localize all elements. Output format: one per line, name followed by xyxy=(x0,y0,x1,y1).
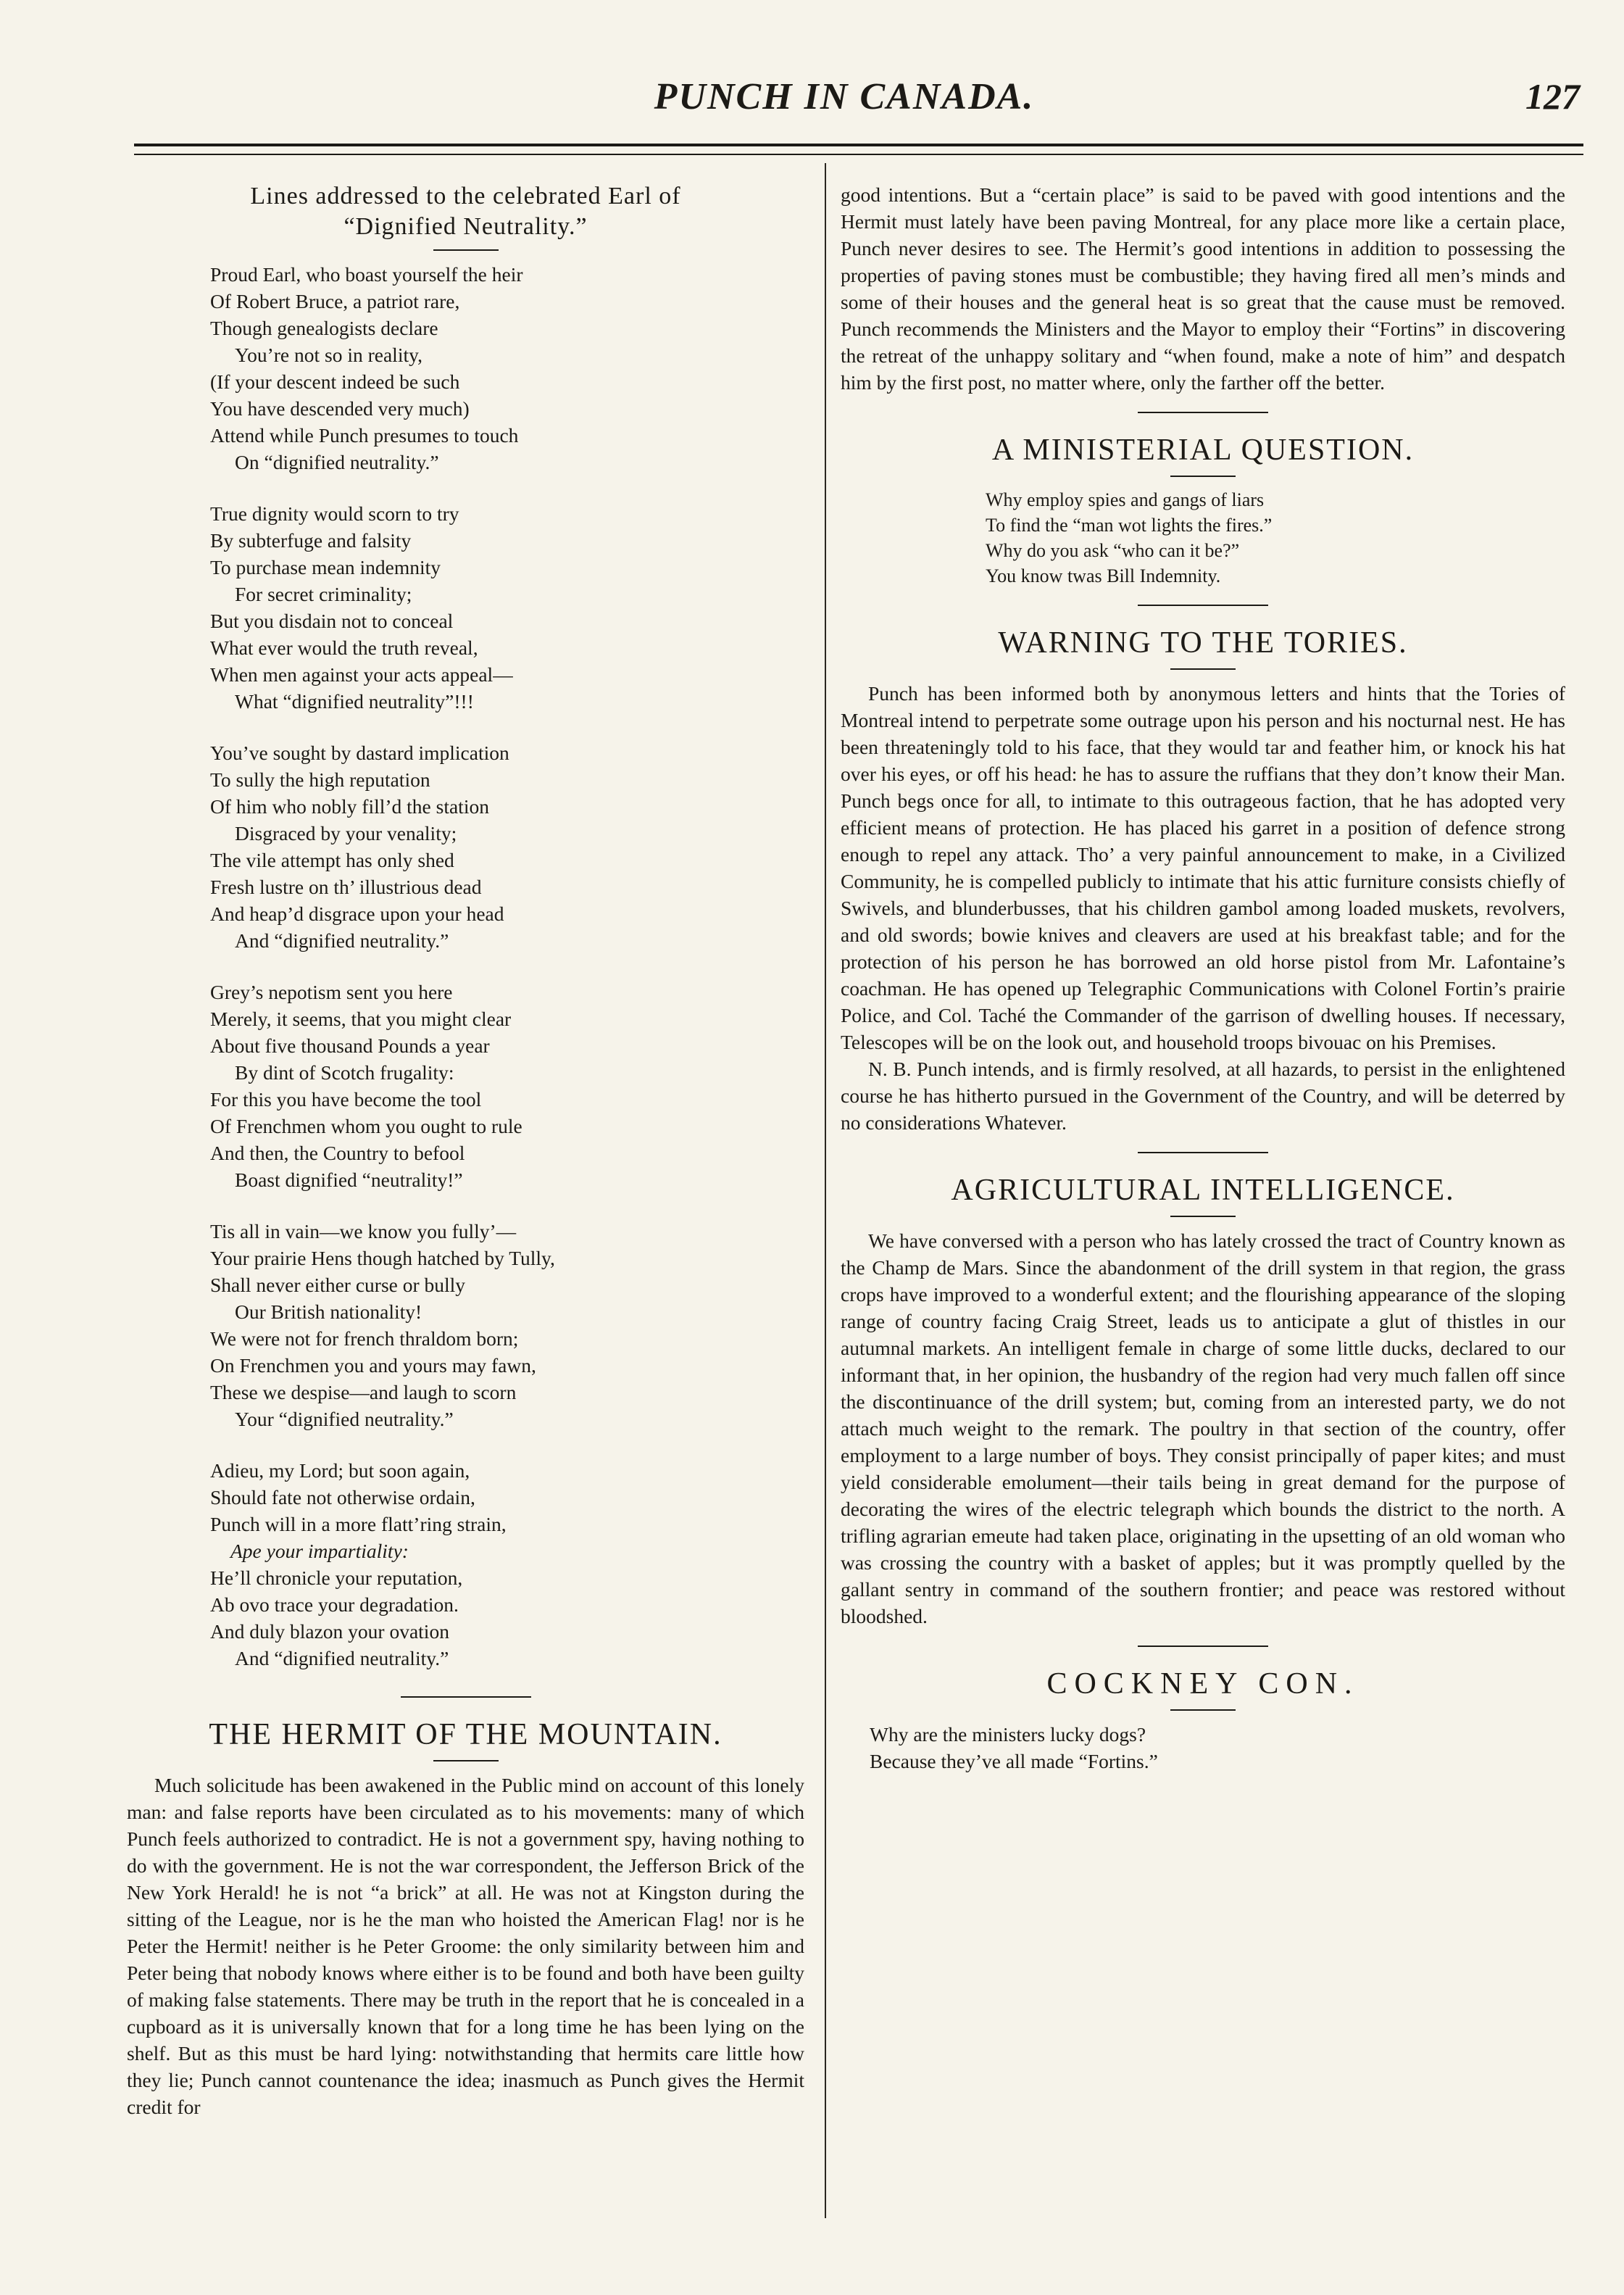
hermit-article xyxy=(127,1772,804,2120)
poem-stanza xyxy=(210,979,804,1193)
lines-heading xyxy=(127,181,804,242)
poem-line: Of Frenchmen whom you ought to rule xyxy=(210,1115,522,1137)
poem-line: Attend while Punch presumes to touch xyxy=(210,424,519,447)
poem-line: And duly blazon your ovation xyxy=(210,1620,449,1643)
hermit-continued xyxy=(841,181,1565,396)
heading-dash xyxy=(1170,476,1236,477)
verse-line: Why employ spies and gangs of liars xyxy=(986,489,1265,510)
left-column xyxy=(127,181,804,2120)
agricultural-article xyxy=(841,1227,1565,1630)
warning-heading: WARNING TO THE TORIES. xyxy=(998,626,1408,660)
agricultural-heading: AGRICULTURAL INTELLIGENCE. xyxy=(951,1174,1455,1207)
poem-line: Your prairie Hens though hatched by Tully, xyxy=(210,1247,555,1269)
poem-line: About five thousand Pounds a year xyxy=(210,1034,490,1057)
poem-line: What “dignified neutrality”!!! xyxy=(235,690,474,713)
poem-line: He’ll chronicle your reputation, xyxy=(210,1566,463,1589)
poem-line: Shall never either curse or bully xyxy=(210,1274,466,1296)
warning-paragraph: Punch has been informed both by anonymous letters and hints that the Tories of Montreal intend to perpetrate some outrage upon his person and his nocturnal nest. He has been threateningly told to his face, that they would tar and feather him, or knock his hat over his eyes, or off his head: he has to assure the ruffians that they don’t know their Man. Punch begs once for all, to intimate to this outrageous faction, that he has adopted very efficient means of protection. He has placed his garret in a position of defence strong enough to repel any attack. Tho’ a very painful announcement to make, in a Civilized Community, he is compelled publicly to intimate that his attic furniture consists chiefly of Swivels, and blunderbusses, that his children gambol among loaded muskets, revolvers, and old swords; bowie knives and cleavers are used at his breakfast table; and for the protection of his person he has borrowed an old horse pistol from Mr. Lafontaine’s coachman. He has opened up Telegraphic Communications with Colonel Fortin’s prairie Police, and Col. Taché the Commander of the garrison of dwelling houses. If necessary, Telescopes will be on the look out, and household troops bivouac on his Premises. xyxy=(841,682,1565,1053)
poem-line: Of Robert Bruce, a patriot rare, xyxy=(210,290,460,312)
poem-line: You’re not so in reality, xyxy=(235,344,422,366)
poem-line: By subterfuge and falsity xyxy=(210,529,412,552)
poem-line: And “dignified neutrality.” xyxy=(235,1647,449,1669)
heading-dash xyxy=(433,249,499,251)
header-rule-thin xyxy=(134,154,1583,155)
poem-line: And “dignified neutrality.” xyxy=(235,929,449,952)
riddle-answer: Because they’ve all made “Fortins.” xyxy=(870,1750,1158,1772)
ministerial-verse xyxy=(986,487,1565,589)
poem-line: Punch will in a more flatt’ring strain, xyxy=(210,1513,507,1535)
section-rule xyxy=(1138,1645,1268,1647)
poem-line: When men against your acts appeal— xyxy=(210,663,513,686)
poem-line: Tis all in vain—we know you fully’— xyxy=(210,1220,517,1242)
poem-stanza xyxy=(210,1218,804,1432)
section-rule xyxy=(1138,605,1268,606)
poem-line: To purchase mean indemnity xyxy=(210,556,441,578)
heading-dash xyxy=(1170,1709,1236,1711)
verse-line: You know twas Bill Indemnity. xyxy=(986,565,1221,586)
riddle-question: Why are the ministers lucky dogs? xyxy=(870,1723,1146,1746)
poem-line: Your “dignified neutrality.” xyxy=(235,1408,454,1430)
poem-line: On Frenchmen you and yours may fawn, xyxy=(210,1354,536,1377)
agricultural-paragraph: We have conversed with a person who has lately crossed the tract of Country known as the Champ de Mars. Since the abandonment of the drill system in that region, the grass crops have improved to a wonderful extent; and the flourishing appearance of the sloping range of country facing Craig Street, leads us to anticipate a glut of thistles in our autumnal markets. An intelligent female in charge of some little ducks, declared to our informant that, in her opinion, the husbandry of the region had very much fallen off since the discontinuance of the drill system; but, coming from an interested party, we do not attach much weight to the remark. The poultry in that section of the country, offer employment to a large number of boys. They consist principally of paper kites; and must yield considerable emolument—their tails being in great demand for the purpose of decorating the wires of the electric telegraph which bounds the district to the north. A trifling agrarian emeute had taken place, originating in the upsetting of an old woman who was crossing the country with a basket of apples; but it was promptly quelled by the gallant sentry in command of the southern frontier; and peace was restored without bloodshed. xyxy=(841,1229,1565,1627)
poem-line: For this you have become the tool xyxy=(210,1088,482,1111)
poem-line: And then, the Country to befool xyxy=(210,1142,465,1164)
right-column xyxy=(841,181,1565,1775)
poem-line: Fresh lustre on th’ illustrious dead xyxy=(210,876,482,898)
page-number: 127 xyxy=(1525,76,1580,117)
ministerial-heading: A MINISTERIAL QUESTION. xyxy=(991,433,1415,467)
section-rule xyxy=(401,1696,531,1698)
poem-line: But you disdain not to conceal xyxy=(210,610,454,632)
lines-heading-line1: Lines addressed to the celebrated Earl of xyxy=(250,183,681,209)
poem-line: You have descended very much) xyxy=(210,397,470,420)
poem-line: Merely, it seems, that you might clear xyxy=(210,1008,512,1030)
poem-line: Adieu, my Lord; but soon again, xyxy=(210,1459,470,1482)
poem-line: You’ve sought by dastard implication xyxy=(210,742,509,764)
poem-line: To sully the high reputation xyxy=(210,768,430,791)
warning-article xyxy=(841,680,1565,1136)
heading-dash xyxy=(1170,668,1236,670)
hermit-paragraph: Much solicitude has been awakened in the Public mind on account of this lonely man: and false reports have been circulated as to his movements: many of which Punch feels authorized to contradict. He is not a government spy, having nothing to do with the government. He is not the war correspondent, the Jefferson Brick of the New York Herald! he is not “a brick” at all. He was not at Kingston during the sitting of the League, nor is he the man who hoisted the American Flag! nor is he Peter the Hermit! neither is he Peter Groome: the only similarity between him and Peter being that nobody knows where either is to be found and both have been guilty of making false statements. There may be truth in the report that he is concealed in a cupboard as it is universally known that for a long time he has been lying on the shelf. But as this must be hard lying: notwithstanding that hermits care little how they lie; Punch cannot countenance the idea; inasmuch as Punch gives the Hermit credit for xyxy=(127,1774,804,2118)
cockney-riddle xyxy=(870,1721,1565,1775)
poem-line: (If your descent indeed be such xyxy=(210,370,460,393)
section-rule xyxy=(1138,1152,1268,1153)
poem-line: The vile attempt has only shed xyxy=(210,849,454,871)
poem-line: Disgraced by your venality; xyxy=(235,822,457,844)
poem-line: True dignity would scorn to try xyxy=(210,502,459,525)
poem-stanza xyxy=(210,261,804,476)
section-rule xyxy=(1138,412,1268,413)
hermit-continued-paragraph: good intentions. But a “certain place” is said to be paved with good intentions and the Hermit must lately have been paving Montreal, for any place more like a certain place, Punch never desires to see. The Hermit’s good intentions in addition to possessing the properties of paving stones must be combustible; they having fired all men’s minds and some of their houses and the general heat is so great that the cause must be removed. Punch recommends the Ministers and the Mayor to employ their “Fortins” in discovering the retreat of the unhappy solitary and “when found, make a note of him” and despatch him by the first post, no matter where, only the farther off the better. xyxy=(841,183,1565,394)
running-head xyxy=(109,72,1580,123)
poem-line: Ab ovo trace your degradation. xyxy=(210,1593,459,1616)
lines-poem xyxy=(210,261,804,1672)
poem-line: Proud Earl, who boast yourself the heir xyxy=(210,263,523,286)
poem-stanza xyxy=(210,739,804,954)
poem-line: Grey’s nepotism sent you here xyxy=(210,981,453,1003)
header-rule-thick xyxy=(134,144,1583,146)
poem-line: Boast dignified “neutrality!” xyxy=(235,1169,463,1191)
poem-line: Of him who nobly fill’d the station xyxy=(210,795,489,818)
heading-dash xyxy=(1170,1216,1236,1217)
verse-line: Why do you ask “who can it be?” xyxy=(986,540,1240,561)
poem-line: Though genealogists declare xyxy=(210,317,438,339)
poem-line: We were not for french thraldom born; xyxy=(210,1327,519,1350)
poem-line: And heap’d disgrace upon your head xyxy=(210,902,504,925)
page-title: PUNCH IN CANADA. xyxy=(654,76,1035,117)
warning-paragraph: N. B. Punch intends, and is firmly resolved, at all hazards, to persist in the enlightened course he has hitherto pursued in the Government of the Country, and will be deterred by no considerations Whatever. xyxy=(841,1058,1565,1134)
verse-line: To find the “man wot lights the fires.” xyxy=(986,515,1273,536)
poem-line: These we despise—and laugh to scorn xyxy=(210,1381,517,1403)
poem-line: Ape your impartiality: xyxy=(230,1540,409,1562)
poem-line: For secret criminality; xyxy=(235,583,412,605)
hermit-heading: THE HERMIT OF THE MOUNTAIN. xyxy=(209,1718,723,1751)
poem-line: Should fate not otherwise ordain, xyxy=(210,1486,475,1508)
column-divider xyxy=(825,163,826,2218)
poem-stanza xyxy=(210,1457,804,1672)
poem-line: By dint of Scotch frugality: xyxy=(235,1061,454,1084)
poem-line: Our British nationality! xyxy=(235,1300,422,1323)
lines-heading-line2: “Dignified Neutrality.” xyxy=(343,213,588,240)
poem-line: What ever would the truth reveal, xyxy=(210,636,478,659)
poem-stanza xyxy=(210,500,804,715)
poem-line: On “dignified neutrality.” xyxy=(235,451,439,473)
heading-dash xyxy=(433,1760,499,1761)
cockney-heading: COCKNEY CON. xyxy=(1046,1667,1359,1701)
